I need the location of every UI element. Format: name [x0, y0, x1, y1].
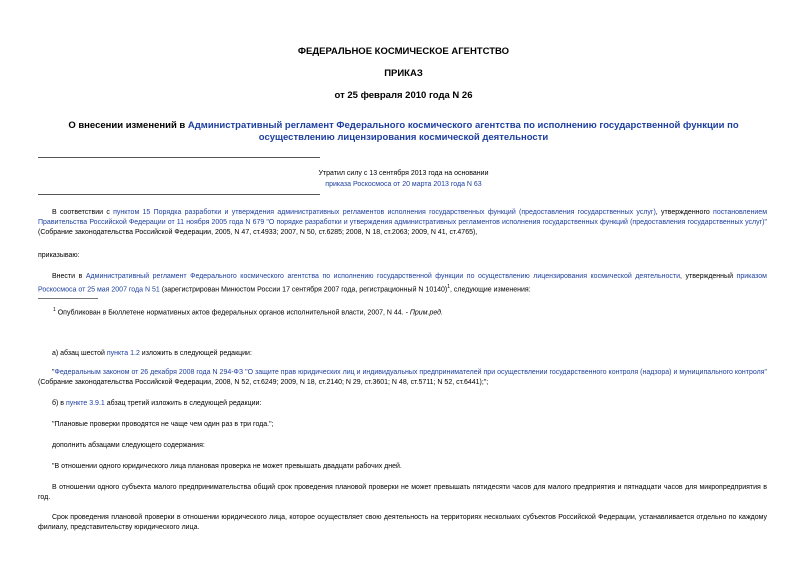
quote1-open: " — [52, 369, 55, 376]
footnote-text: Опубликован в Бюллетене нормативных актов федеральных органов исполнительной власти, 2007, N 44. - — [55, 309, 410, 317]
status-line: Утратил силу с 13 сентября 2013 года на основании — [318, 170, 489, 177]
item-a-text1: а) абзац шестой — [52, 350, 107, 357]
footnote-divider — [38, 298, 98, 299]
status-note — [0, 168, 807, 190]
quote-planned-checks: "Плановые проверки проводятся не чаще чем один раз в три года."; — [52, 421, 274, 428]
order-word: приказываю: — [38, 252, 80, 259]
footnote-ref: 1 — [447, 284, 451, 290]
item-a-link[interactable]: пункта 1.2 — [106, 350, 140, 357]
title-regulation-link[interactable]: Административный регламент Федерального космического агентства по исполнению государственной функции по осуществлению лицензирования космической деятельности — [187, 120, 739, 143]
order-heading: ПРИКАЗ — [384, 68, 423, 79]
p1-link-resolution-title[interactable]: "О порядке разработки и утверждения административных регламентов исполнения государственных функций (предоставления государственных услуг)" — [266, 219, 767, 226]
item-a-text2: изложить в следующей редакции: — [139, 350, 252, 357]
p1-text-a: В соответствии с — [52, 209, 114, 216]
paragraph-basis — [38, 208, 767, 238]
agency-heading: ФЕДЕРАЛЬНОЕ КОСМИЧЕСКОЕ АГЕНТСТВО — [297, 46, 510, 57]
paragraph-branches: Срок проведения плановой проверки в отношении юридического лица, которое осуществляет свою деятельность на территориях нескольких субъектов Российской Федерации, устанавливается отдельно по каждому филиалу, представительству юридического лица. — [38, 514, 767, 531]
item-b-text1: б) в — [52, 400, 66, 407]
quote1-link-law-294[interactable]: Федеральным законом от 26 декабря 2008 года N 294-ФЗ "О защите прав юридических лиц и индивидуальных предпринимателей при осуществлении государственного контроля (надзора) и муниципального контроля" — [54, 369, 767, 376]
paragraph-small-business: В отношении одного субъекта малого предпринимательства общий срок проведения плановой проверки не может превышать пятидесяти часов для малого предприятия и пятнадцати часов для микропредприятия в год. — [38, 484, 767, 501]
paragraph-amend — [38, 272, 767, 295]
p1-link-procedure[interactable]: пунктом 15 Порядка разработки и утверждения административных регламентов исполнения государственных функций (предоставления государственных услуг) — [113, 209, 656, 216]
add-paragraphs: дополнить абзацами следующего содержания: — [52, 442, 205, 449]
footnote-mark: 1 — [53, 307, 56, 313]
p2-text-c: (зарегистрирован Минюстом России 17 сентября 2007 года, регистрационный N 10140) — [159, 286, 448, 294]
status-repeal-link[interactable]: приказа Роскосмоса от 20 марта 2013 года N 63 — [325, 181, 482, 188]
quote-legal-entity: "В отношении одного юридического лица плановая проверка не может превышать двадцати рабочих дней. — [52, 463, 402, 470]
footnote-italic: Прим.ред. — [409, 309, 443, 317]
title-prefix: О внесении изменений в — [68, 120, 188, 131]
item-b — [52, 399, 261, 409]
p2-text-a: Внести в — [52, 273, 86, 280]
footnote — [53, 305, 443, 318]
divider-bottom — [38, 194, 320, 195]
p1-text-b: , утвержденного — [655, 209, 714, 216]
item-a — [52, 349, 252, 359]
divider-top — [38, 157, 320, 158]
item-b-text2: абзац третий изложить в следующей редакции: — [104, 400, 262, 407]
p2-text-d: , следующие изменения: — [450, 286, 531, 294]
p2-link-regulation[interactable]: Административный регламент Федерального космического агентства по исполнению государственной функции по осуществлению лицензирования космической деятельности — [85, 273, 681, 280]
item-b-link[interactable]: пункте 3.9.1 — [65, 400, 105, 407]
document-title — [40, 120, 767, 144]
p1-text-d: (Собрание законодательства Российской Федерации, 2005, N 47, ст.4933; 2007, N 50, ст.6285; 2008, N 18, ст.2063; 2009, N 41, ст.4765), — [38, 229, 478, 236]
quote1-text: (Собрание законодательства Российской Федерации, 2008, N 52, ст.6249; 2009, N 18, ст.2140; N 29, ст.3601; N 48, ст.5711; N 52, ст.6441);"; — [38, 379, 489, 386]
p2-text-b: , утвержденный — [680, 273, 737, 280]
p2-link-order-51[interactable]: приказом Роскосмоса от 25 мая 2007 года N 51 — [38, 273, 767, 294]
order-date: от 25 февраля 2010 года N 26 — [334, 90, 473, 101]
p1-link-resolution[interactable]: постановлением Правительства Российской Федерации от 11 ноября 2005 года N 679 — [38, 209, 768, 226]
quote-federal-law — [38, 368, 767, 388]
